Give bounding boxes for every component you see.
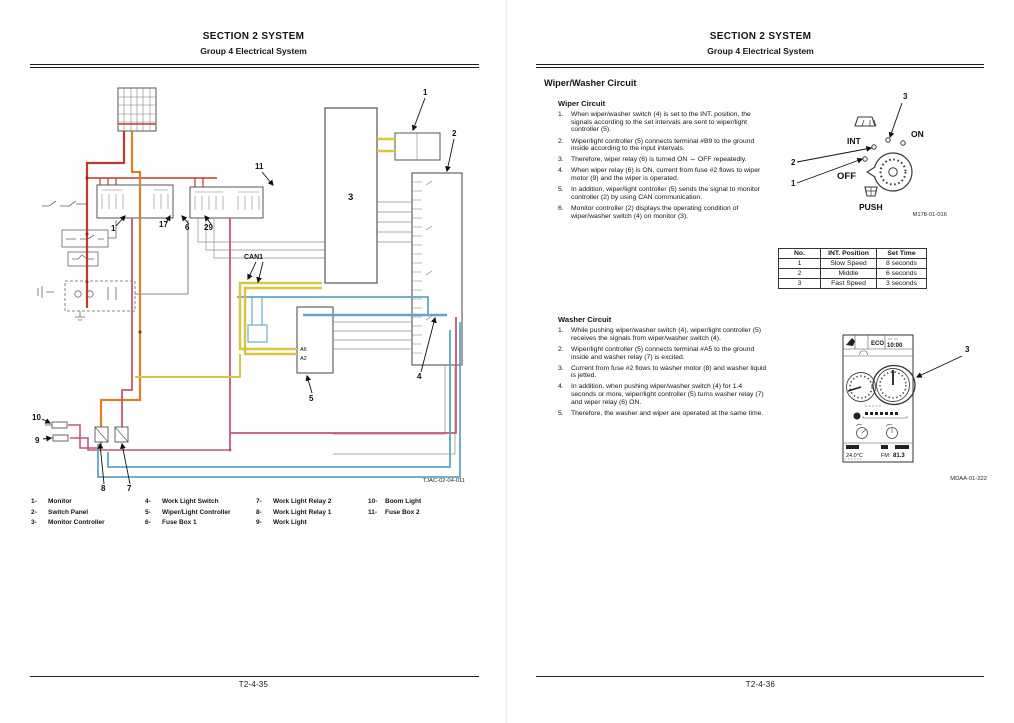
callout-wiper-controller: 5 — [309, 394, 314, 403]
callout-boom-light: 10 — [32, 413, 41, 422]
radio-band: FM — [881, 453, 889, 459]
wiper-circuit-list — [558, 111, 767, 224]
callout-1: 1 — [791, 179, 796, 188]
cell: 1 — [779, 259, 821, 269]
cell: 6 seconds — [877, 269, 927, 279]
group-title: Group 4 Electrical System — [707, 46, 814, 56]
legend-item: 9- Work Light — [256, 519, 307, 527]
topic-title: Wiper/Washer Circuit — [544, 78, 637, 88]
callout-monitor-controller: 3 — [348, 192, 354, 203]
list-item: Therefore, the washer and wiper are operated at the same time. — [571, 409, 764, 417]
col-header: Set Time — [877, 249, 927, 259]
cell: 8 seconds — [877, 259, 927, 269]
pin-a2-label: A2 — [300, 356, 307, 362]
legend-item: 11- Fuse Box 2 — [368, 508, 420, 516]
callout-fuse-box-2: 11 — [255, 162, 264, 171]
table-row — [779, 269, 927, 279]
cell: 2 — [779, 269, 821, 279]
orange-wire — [101, 131, 140, 427]
list-item: Monitor controller (2) displays the operating condition of wiper/washer switch (4) on monitor (3). — [571, 204, 739, 220]
int-label: INT — [847, 136, 861, 146]
col-header: INT. Position — [821, 249, 877, 259]
switch-knob — [855, 117, 912, 196]
page-number: T2-4-36 — [745, 680, 776, 689]
wiper-icon — [855, 117, 875, 126]
switch-labels — [791, 92, 947, 218]
figure-code: M178-01-016 — [912, 212, 947, 218]
callout-3: 3 — [965, 345, 970, 354]
can1-label: CAN1 — [244, 254, 264, 261]
red-wire — [87, 131, 124, 308]
legend-column-2 — [145, 497, 231, 529]
group-title: Group 4 Electrical System — [200, 46, 307, 56]
page-number: T2-4-35 — [238, 680, 269, 689]
relays-and-connectors — [45, 422, 128, 442]
callout-2: 2 — [791, 158, 796, 167]
col-header: No. — [779, 249, 821, 259]
legend-item: 10- Boom Light — [368, 498, 422, 505]
cell: Middle — [821, 269, 877, 279]
legend-item: 5- Wiper/Light Controller — [145, 508, 231, 516]
cell: 3 seconds — [877, 279, 927, 289]
callout-arrows — [42, 98, 454, 484]
callout-monitor: 1 — [423, 88, 428, 97]
callout-work-light-switch: 4 — [417, 372, 422, 381]
knob-lever — [867, 167, 875, 177]
callout-3: 3 — [903, 92, 908, 101]
clock: 10:00 — [887, 343, 903, 349]
legend-item: 3- Monitor Controller — [31, 519, 105, 527]
callout-fuse-box-1: 6 — [185, 223, 190, 232]
callout-fuse-1: 1 — [111, 224, 116, 233]
cell: 3 — [779, 279, 821, 289]
switch-panel-box — [412, 173, 462, 365]
list-item: Therefore, wiper relay (6) is turned ON ⇔ OFF repeatedly. — [571, 156, 747, 164]
wiper-light-controller-box — [297, 307, 333, 373]
component-boxes — [97, 88, 462, 373]
callout-arrow — [917, 356, 962, 377]
wiring-diagram — [28, 82, 480, 492]
legend-item: 8- Work Light Relay 1 — [256, 508, 332, 516]
monitor-display-figure — [835, 330, 1010, 485]
off-label: OFF — [837, 171, 856, 182]
list-item: In addition, wiper/light controller (5) sends the signal to monitor controller (2) by using CAN communication. — [571, 186, 760, 201]
monitor-box — [395, 133, 440, 160]
footer-rule — [30, 676, 479, 677]
radio-freq: 81.3 — [893, 453, 905, 459]
list-item: Wiper/light controller (5) connects terminal #B9 to the ground inside according to the input intervals. — [571, 137, 755, 153]
page-seam — [506, 0, 507, 723]
list-item: Wiper/light controller (5) connects terminal #A5 to the ground inside and washer relay (7) is excited. — [571, 345, 755, 361]
cell: Fast Speed — [821, 279, 877, 289]
legend-column-1 — [31, 497, 105, 529]
header-rule — [536, 64, 984, 68]
wiper-circuit-heading: Wiper Circuit — [558, 99, 606, 108]
list-item: While pushing wiper/washer switch (4), wiper/light controller (5) receives the signals from wiper/washer switch (4). — [571, 327, 762, 342]
eco-label: ECO — [871, 341, 885, 347]
callout-fuse-17: 17 — [159, 220, 168, 229]
temp-readout: 24.0°C — [846, 453, 863, 459]
legend-item: 1- Monitor — [31, 498, 72, 505]
interval-table — [778, 248, 927, 289]
left-side-components — [38, 201, 188, 320]
boom-light-connector — [52, 422, 67, 428]
figure-code: TJAC-02-04-011 — [422, 478, 465, 484]
callout-fuse-29: 29 — [204, 223, 213, 232]
push-label: PUSH — [859, 202, 883, 212]
legend-item: 4- Work Light Switch — [145, 498, 219, 505]
table-row — [779, 279, 927, 289]
legend-item: 7- Work Light Relay 2 — [256, 498, 332, 505]
on-label: ON — [911, 129, 924, 139]
callout-work-light: 9 — [35, 436, 40, 445]
list-item: In addition, when pushing wiper/washer switch (4) for 1.4 seconds or more, wiper/light controller (5) turns washer relay (7) and wiper relay (6) ON. — [571, 383, 764, 406]
list-item: When wiper/washer switch (4) is set to the INT. position, the signals according to the set intervals are sent to wiper/light controller (5). — [571, 111, 751, 134]
callout-switch-panel: 2 — [452, 129, 457, 138]
pin-a6-label: A6 — [300, 347, 307, 353]
washer-circuit-heading: Washer Circuit — [558, 315, 612, 324]
legend-column-4 — [368, 497, 421, 518]
section-title: SECTION 2 SYSTEM — [709, 31, 812, 42]
work-light-connector — [53, 435, 68, 441]
section-title: SECTION 2 SYSTEM — [202, 31, 305, 42]
figure-code: MDAA-01-222 — [950, 476, 987, 482]
callout-relay-1: 8 — [101, 484, 106, 492]
pink-wire-1 — [122, 218, 132, 427]
page-right — [507, 0, 1014, 723]
list-item: When wiper relay (6) is ON, current from fuse #2 flows to wiper motor (9) and the wiper is operated. — [571, 167, 761, 183]
legend-item: 6- Fuse Box 1 — [145, 519, 197, 527]
footer-rule — [536, 676, 984, 677]
table-header-row — [779, 249, 927, 259]
legend-column-3 — [256, 497, 331, 529]
list-item: Current from fuse #2 flows to washer motor (8) and washer liquid is jetted. — [571, 364, 767, 380]
washer-circuit-list — [558, 327, 767, 421]
cell: Slow Speed — [821, 259, 877, 269]
callout-relay-2: 7 — [127, 484, 132, 492]
table-row — [779, 259, 927, 269]
wiper-switch-figure — [785, 88, 960, 223]
legend-item: 2- Switch Panel — [31, 508, 89, 516]
header-rule — [30, 64, 479, 68]
